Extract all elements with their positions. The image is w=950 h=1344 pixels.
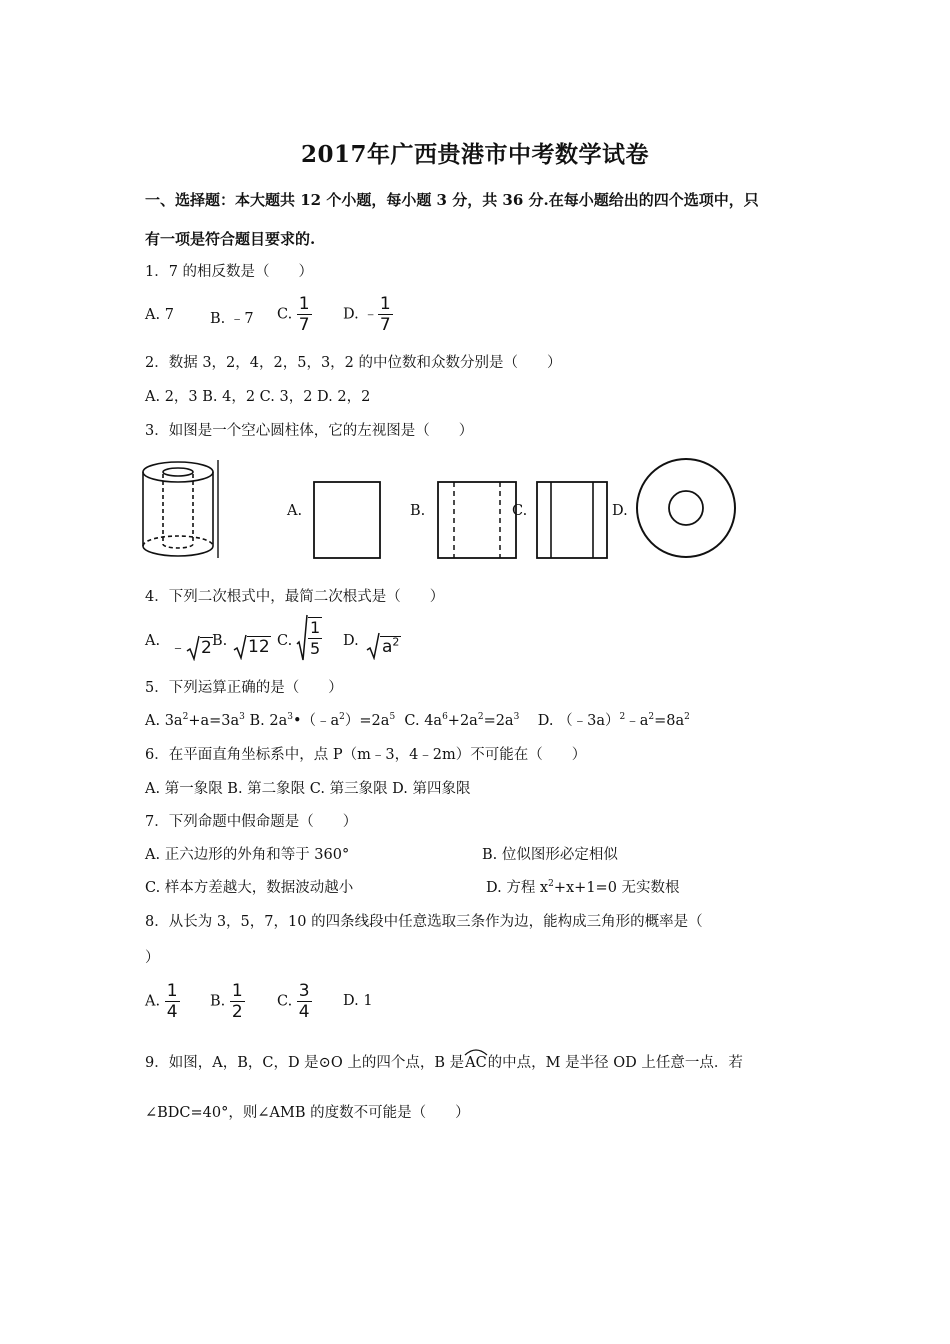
page-title: 2017年广西贵港市中考数学试卷 <box>300 141 649 168</box>
q5-d-label: D. <box>537 713 554 729</box>
q5-a-label: A. <box>145 713 161 729</box>
q5-a-part1: 3a <box>164 713 183 729</box>
q8-c-label: C. <box>277 993 293 1010</box>
q1-c-numerator: 1 <box>298 294 310 314</box>
q4-label-b: B. <box>212 633 228 649</box>
hollow-cylinder-figure <box>140 458 220 560</box>
q1-option-d-fraction <box>378 294 393 335</box>
q9-stem-line1 <box>145 1051 743 1072</box>
q8-option-c <box>277 981 312 1022</box>
q1-option-c-fraction <box>297 294 312 335</box>
q4-d-exponent: 2 <box>392 635 400 649</box>
q5-c-part3: =2a <box>483 713 514 729</box>
q8-a-label: A. <box>145 993 161 1010</box>
q4-option-a-radical <box>170 634 213 661</box>
q3-option-b-dashed-rect-icon <box>436 480 520 562</box>
arc-icon <box>464 1048 488 1056</box>
q7-option-d <box>486 876 680 897</box>
q3-option-a-square-icon <box>312 480 384 562</box>
q7-option-b: B. 位似图形必定相似 <box>482 847 618 863</box>
q4-c-denominator: 5 <box>310 639 321 658</box>
q6-options: A. 第一象限 B. 第二象限 C. 第三象限 D. 第四象限 <box>145 781 471 797</box>
q8-b-fraction <box>230 981 245 1022</box>
q8-b-numerator: 1 <box>231 981 243 1001</box>
q4-c-numerator: 1 <box>310 618 321 637</box>
q4-option-d-radical <box>366 632 401 660</box>
q5-d-exp3: 2 <box>684 712 690 723</box>
q4-label-c: C. <box>277 633 293 649</box>
q5-d-part1: （﹣3a） <box>558 713 620 729</box>
q1-c-denominator: 7 <box>298 315 310 335</box>
q4-a-radicand: 2 <box>201 637 212 658</box>
q9-arc <box>464 1055 488 1071</box>
q3-option-d-ring-icon <box>634 456 738 560</box>
q9-arc-label: AC <box>465 1055 487 1071</box>
q4-option-c-radical <box>296 614 322 662</box>
q8-b-label: B. <box>210 993 226 1010</box>
q3-stem: 3．如图是一个空心圆柱体，它的左视图是（ ） <box>145 423 474 439</box>
q8-stem-continued: ） <box>145 950 160 966</box>
q1-option-d <box>343 294 393 335</box>
q5-c-exp2: 2 <box>477 712 484 723</box>
q8-c-fraction <box>297 981 312 1022</box>
q7-option-c: C. 样本方差越大，数据波动越小 <box>145 880 354 896</box>
q5-option-b <box>269 713 395 729</box>
q8-a-fraction <box>165 981 180 1022</box>
q4-stem: 4．下列二次根式中，最简二次根式是（ ） <box>145 589 445 605</box>
q5-a-exp2: 3 <box>239 712 245 723</box>
q7-stem: 7．下列命题中假命题是（ ） <box>145 814 358 830</box>
q5-c-part1: 4a <box>424 713 443 729</box>
q5-d-exp1: 2 <box>619 712 626 723</box>
q3-label-d: D. <box>612 503 628 519</box>
q5-a-exp1: 2 <box>182 712 189 723</box>
q2-options: A. 2，3 B. 4，2 C. 3，2 D. 2，2 <box>145 389 371 405</box>
q5-c-label: C. <box>404 713 420 729</box>
q5-stem: 5．下列运算正确的是（ ） <box>145 680 343 696</box>
q5-d-part3: =8a <box>654 713 685 729</box>
section-heading-line1: 一、选择题：本大题共 12 个小题，每小题 3 分，共 36 分.在每小题给出的四个选项中，只 <box>145 191 759 209</box>
q3-option-c-solid-lines-rect-icon <box>535 480 610 562</box>
q5-c-exp1: 6 <box>442 712 448 723</box>
q1-option-d-sign: ﹣ <box>363 306 378 323</box>
q1-option-b: B. ﹣7 <box>210 311 254 327</box>
q1-d-numerator: 1 <box>379 294 391 314</box>
q3-label-b: B. <box>410 503 426 519</box>
sqrt-icon <box>233 634 247 660</box>
q7-option-a: A. 正六边形的外角和等于 360° <box>145 847 350 863</box>
q5-b-exp1: 3 <box>287 712 293 723</box>
q7-d-part2: +x+1=0 无实数根 <box>553 880 680 896</box>
q8-option-d: D. 1 <box>343 993 373 1009</box>
q1-option-c-label: C. <box>277 306 293 323</box>
q9-stem-line2: ∠BDC=40°，则∠AMB 的度数不可能是（ ） <box>145 1105 470 1121</box>
q5-option-c <box>424 713 519 729</box>
q5-option-a <box>165 713 245 729</box>
q4-option-b-radical <box>233 634 271 660</box>
q8-b-denominator: 2 <box>231 1002 243 1022</box>
q8-a-numerator: 1 <box>166 981 178 1001</box>
q5-d-exp2: 2 <box>648 712 655 723</box>
q9-stem-part2: 的中点，M 是半径 OD 上任意一点．若 <box>487 1055 743 1071</box>
sqrt-icon <box>296 614 308 662</box>
section-heading-line2: 有一项是符合题目要求的. <box>145 230 316 248</box>
q5-b-label: B. <box>249 713 265 729</box>
q1-d-denominator: 7 <box>379 315 391 335</box>
q5-a-part2: +a=3a <box>188 713 240 729</box>
q5-option-d <box>558 713 690 729</box>
q4-d-radicand <box>380 636 401 657</box>
q8-a-denominator: 4 <box>166 1002 178 1022</box>
q5-c-exp3: 3 <box>513 712 520 723</box>
q7-d-part1: D. 方程 x <box>486 880 549 896</box>
sqrt-icon <box>366 632 380 660</box>
q5-b-exp3: 5 <box>389 712 396 723</box>
q1-option-c <box>277 294 312 335</box>
q4-c-fraction <box>308 617 322 659</box>
q3-label-a: A. <box>287 503 303 519</box>
q5-d-part2: ﹣a <box>625 713 649 729</box>
q5-b-part3: ）=2a <box>344 713 390 729</box>
q7-d-exp: 2 <box>548 879 554 890</box>
q1-option-a: A. 7 <box>145 307 174 323</box>
q8-stem: 8．从长为 3，5，7，10 的四条线段中任意选取三条作为边，能构成三角形的概率是（ <box>145 914 703 930</box>
q3-label-c: C. <box>512 503 528 519</box>
q1-stem: 1．7 的相反数是（ ） <box>145 264 314 280</box>
q5-options <box>145 709 690 730</box>
sqrt-icon <box>186 635 200 661</box>
q5-c-part2: +2a <box>447 713 478 729</box>
q4-label-a: A. <box>145 633 161 649</box>
q6-stem: 6．在平面直角坐标系中，点 P（m﹣3，4﹣2m）不可能在（ ） <box>145 747 587 763</box>
q1-option-d-label: D. <box>343 306 359 323</box>
q8-c-denominator: 4 <box>298 1002 310 1022</box>
q4-label-d: D. <box>343 633 359 649</box>
q5-b-part1: 2a <box>269 713 288 729</box>
q9-stem-part1: 9．如图，A，B，C，D 是⊙O 上的四个点，B 是 <box>145 1055 465 1071</box>
q8-option-b <box>210 981 245 1022</box>
q5-b-part2: •（﹣a <box>292 713 340 729</box>
q4-d-base: a <box>382 636 393 657</box>
q4-b-radicand: 12 <box>248 637 270 657</box>
q8-c-numerator: 3 <box>298 981 310 1001</box>
q4-a-sign: ﹣ <box>170 637 187 656</box>
q5-b-exp2: 2 <box>339 712 345 723</box>
q8-option-a <box>145 981 180 1022</box>
q2-stem: 2．数据 3，2，4，2，5，3，2 的中位数和众数分别是（ ） <box>145 355 562 371</box>
